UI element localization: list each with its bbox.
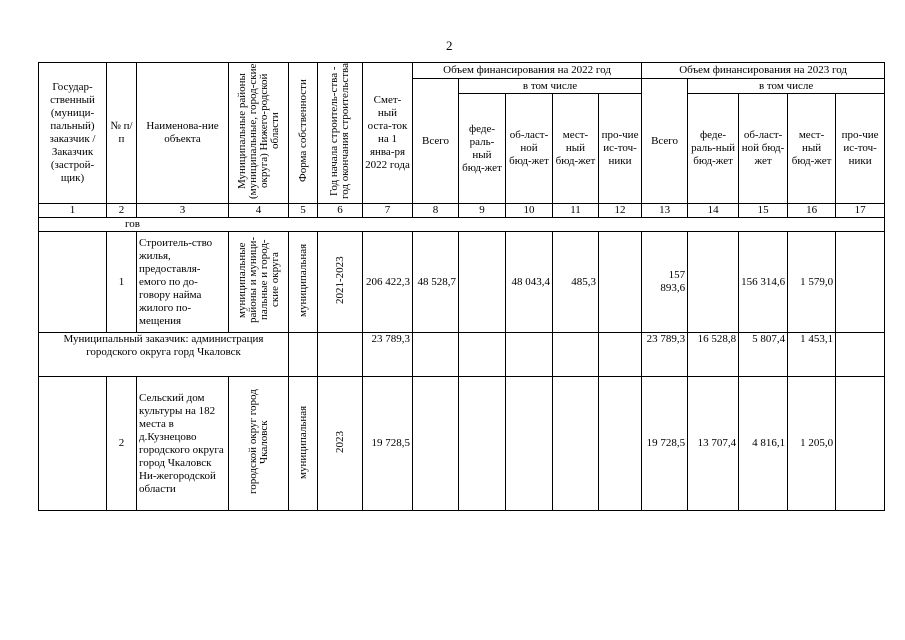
cell-federal-2022: [459, 232, 506, 333]
continuation-row: [39, 218, 885, 232]
header-including-2022: в том числе: [459, 79, 642, 94]
cell-federal-2022: [459, 333, 506, 377]
cell-customer: [39, 377, 107, 511]
col-number: 14: [688, 204, 739, 218]
cell-regional-2022: [506, 333, 553, 377]
cell-local-2023: 1 205,0: [788, 377, 836, 511]
header-regional-2022: об-ласт-ной бюд-жет: [506, 94, 553, 204]
header-object-name: Наименова-ние объекта: [137, 63, 229, 204]
continuation-text: гов: [39, 218, 885, 232]
header-federal-2023: феде-раль-ный бюд-жет: [688, 94, 739, 204]
header-number: № п/п: [107, 63, 137, 204]
table-row: [39, 377, 885, 511]
col-number: 2: [107, 204, 137, 218]
header-years: Год начала строитель-ства - год окончания строительства: [318, 63, 363, 204]
cell-federal-2023: [688, 232, 739, 333]
header-estimate: Смет-ный оста-ток на 1 янва-ря 2022 года: [363, 63, 413, 204]
col-number: 16: [788, 204, 836, 218]
col-number: 15: [739, 204, 788, 218]
col-number: 4: [229, 204, 289, 218]
cell-other-2023: [836, 377, 885, 511]
cell-regional-2022: 48 043,4: [506, 232, 553, 333]
cell-total-2023: 23 789,3: [642, 333, 688, 377]
header-districts: Муниципальные районы (муниципальные, город-ские округа) Нижего-родской области: [229, 63, 289, 204]
header-other-2022: про-чие ис-точ-ники: [599, 94, 642, 204]
cell-total-2022: 48 528,7: [413, 232, 459, 333]
header-financing-2023: Объем финансирования на 2023 год: [642, 63, 885, 79]
cell-federal-2023: 16 528,8: [688, 333, 739, 377]
cell-district: городской округ город Чкаловск: [229, 377, 289, 511]
header-financing-2022: Объем финансирования на 2022 год: [413, 63, 642, 79]
cell-total-2022: [413, 333, 459, 377]
cell-estimate: 19 728,5: [363, 377, 413, 511]
cell-object-name: Строитель-ство жилья, предоставля-емого по до-говору найма жилого по-мещения: [137, 232, 229, 333]
financing-table: [38, 62, 885, 511]
cell-municipal-customer: Муниципальный заказчик: администрация городского округа горд Чкаловск: [39, 333, 289, 377]
column-number-row: [39, 204, 885, 218]
header-local-2022: мест-ный бюд-жет: [553, 94, 599, 204]
cell-local-2023: 1 579,0: [788, 232, 836, 333]
cell-years: 2023: [318, 377, 363, 511]
col-number: 17: [836, 204, 885, 218]
cell-other-2022: [599, 377, 642, 511]
cell-estimate: 206 422,3: [363, 232, 413, 333]
cell-ownership: муниципальная: [289, 232, 318, 333]
cell-ownership: [289, 333, 318, 377]
cell-regional-2023: 5 807,4: [739, 333, 788, 377]
cell-years: 2021-2023: [318, 232, 363, 333]
cell-other-2023: [836, 333, 885, 377]
cell-regional-2023: 156 314,6: [739, 232, 788, 333]
cell-regional-2022: [506, 377, 553, 511]
cell-ownership: муниципальная: [289, 377, 318, 511]
header-ownership: Форма собственности: [289, 63, 318, 204]
col-number: 3: [137, 204, 229, 218]
cell-local-2023: 1 453,1: [788, 333, 836, 377]
cell-district: муниципальные районы и муници-пальные и город-ские округа: [229, 232, 289, 333]
header-regional-2023: об-ласт-ной бюд-жет: [739, 94, 788, 204]
col-number: 5: [289, 204, 318, 218]
cell-number: 2: [107, 377, 137, 511]
header-customer: Государ-ственный (муници-пальный) заказчик /Заказчик (застрой-щик): [39, 63, 107, 204]
col-number: 1: [39, 204, 107, 218]
col-number: 8: [413, 204, 459, 218]
cell-other-2022: [599, 333, 642, 377]
cell-federal-2022: [459, 377, 506, 511]
header-total-2022: Всего: [413, 79, 459, 204]
cell-other-2022: [599, 232, 642, 333]
header-federal-2022: феде-раль-ный бюд-жет: [459, 94, 506, 204]
cell-regional-2023: 4 816,1: [739, 377, 788, 511]
header-other-2023: про-чие ис-точ-ники: [836, 94, 885, 204]
col-number: 9: [459, 204, 506, 218]
cell-object-name: Сельский дом культуры на 182 места в д.Кузнецово городского округа город Чкаловск Ни-жегородской области: [137, 377, 229, 511]
cell-number: 1: [107, 232, 137, 333]
cell-local-2022: [553, 333, 599, 377]
cell-local-2022: [553, 377, 599, 511]
cell-years: [318, 333, 363, 377]
cell-total-2023: 157 893,6: [642, 232, 688, 333]
header-total-2023: Всего: [642, 79, 688, 204]
header-including-2023: в том числе: [688, 79, 885, 94]
cell-federal-2023: 13 707,4: [688, 377, 739, 511]
col-number: 12: [599, 204, 642, 218]
col-number: 11: [553, 204, 599, 218]
cell-total-2022: [413, 377, 459, 511]
col-number: 10: [506, 204, 553, 218]
cell-total-2023: 19 728,5: [642, 377, 688, 511]
page-number: 2: [446, 38, 453, 53]
cell-other-2023: [836, 232, 885, 333]
table-row: [39, 232, 885, 333]
cell-customer: [39, 232, 107, 333]
cell-estimate: 23 789,3: [363, 333, 413, 377]
cell-local-2022: 485,3: [553, 232, 599, 333]
col-number: 13: [642, 204, 688, 218]
col-number: 6: [318, 204, 363, 218]
col-number: 7: [363, 204, 413, 218]
table-row: [39, 333, 885, 377]
header-local-2023: мест-ный бюд-жет: [788, 94, 836, 204]
